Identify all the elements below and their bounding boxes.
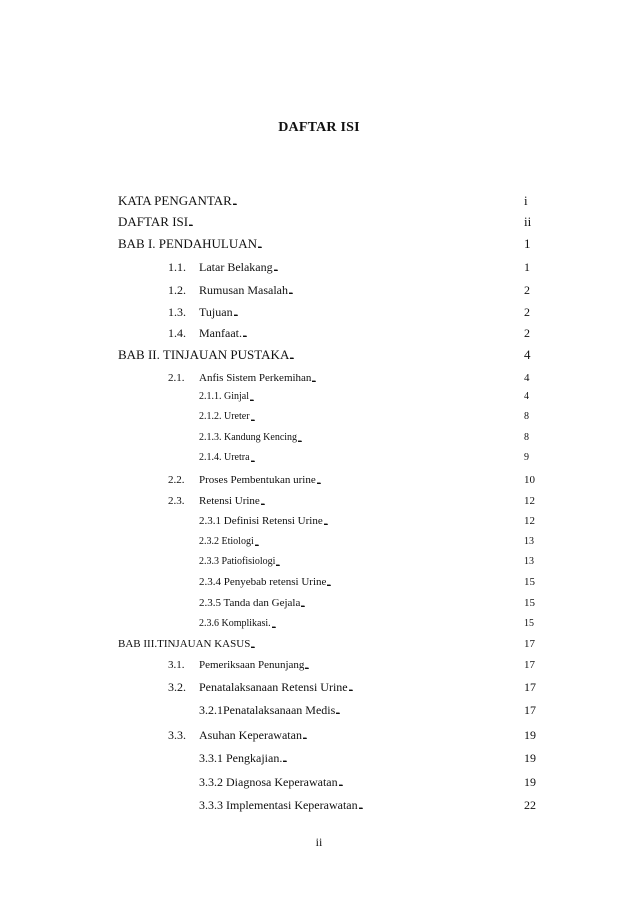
toc-entry-2-3-4[interactable]	[0, 572, 638, 592]
toc-entry-2-3-2[interactable]	[0, 532, 638, 552]
toc-entry-number: 2.2.	[168, 474, 185, 486]
toc-entry-page: 8	[524, 432, 529, 443]
toc-entry-kata-pengantar[interactable]	[0, 191, 638, 211]
toc-entry-page: 17	[524, 659, 535, 671]
toc-entry-page: 17	[524, 680, 536, 694]
toc-entry-number: 1.1.	[168, 260, 186, 274]
toc-entry-2-3-3[interactable]	[0, 552, 638, 572]
toc-entry-page: 17	[524, 638, 535, 650]
toc-entry-label: Proses Pembentukan urine	[199, 474, 316, 486]
toc-entry-label: Penatalaksanaan Retensi Urine	[199, 680, 348, 694]
toc-entry-page: 8	[524, 411, 529, 422]
toc-entry-2-3[interactable]	[0, 491, 638, 511]
toc-entry-3-2-1[interactable]	[0, 700, 638, 720]
toc-entry-label: 2.1.4. Uretra	[199, 452, 250, 463]
toc-entry-label: 2.3.5 Tanda dan Gejala	[199, 597, 301, 609]
toc-entry-page: i	[524, 193, 528, 208]
toc-entry-label: Rumusan Masalah	[199, 283, 288, 297]
toc-entry-label: Latar Belakang	[199, 260, 273, 274]
toc-entry-page: 4	[524, 372, 530, 384]
toc-entry-label: 2.3.2 Etiologi	[199, 536, 254, 547]
toc-entry-label: 3.3.2 Diagnosa Keperawatan	[199, 775, 338, 789]
toc-entry-page: 19	[524, 728, 536, 742]
toc-entry-2-3-6[interactable]	[0, 614, 638, 634]
toc-entry-2-3-1[interactable]	[0, 511, 638, 531]
toc-entry-label: BAB II. TINJAUAN PUSTAKA	[118, 347, 290, 362]
toc-entry-label: Tujuan	[199, 305, 233, 319]
toc-entry-page: ii	[524, 214, 532, 229]
toc-entry-page: 12	[524, 495, 535, 507]
toc-entry-label: DAFTAR ISI	[118, 214, 189, 229]
toc-entry-label: Asuhan Keperawatan	[199, 728, 302, 742]
toc-entry-3-3-2[interactable]	[0, 772, 638, 792]
toc-entry-page: 1	[524, 236, 531, 251]
toc-entry-2-3-5[interactable]	[0, 593, 638, 613]
toc-entry-2-1-1[interactable]	[0, 387, 638, 407]
toc-entry-daftar-isi[interactable]	[0, 212, 638, 232]
toc-entry-page: 2	[524, 283, 530, 297]
page-title: DAFTAR ISI	[278, 120, 360, 135]
toc-entry-number: 1.2.	[168, 283, 186, 297]
toc-entry-page: 22	[524, 798, 536, 812]
toc-entry-number: 3.1.	[168, 659, 185, 671]
toc-entry-label: 2.1.3. Kandung Kencing	[199, 432, 298, 443]
toc-entry-label: 2.3.6 Komplikasi.	[199, 618, 271, 629]
toc-entry-2-1-2[interactable]	[0, 407, 638, 427]
toc-entry-3-3-3[interactable]	[0, 795, 638, 815]
toc-entry-page: 12	[524, 515, 535, 527]
toc-entry-3-3[interactable]	[0, 725, 638, 745]
toc-entry-number: 3.3.	[168, 728, 186, 742]
toc-entry-label: 3.3.1 Pengkajian.	[199, 751, 283, 765]
toc-entry-bab-3[interactable]	[0, 634, 638, 654]
toc-entry-label: 2.3.4 Penyebab retensi Urine	[199, 576, 327, 588]
toc-entry-page: 19	[524, 775, 536, 789]
toc-entry-2-1-3[interactable]	[0, 428, 638, 448]
toc-entry-label: 2.3.1 Definisi Retensi Urine	[199, 515, 323, 527]
toc-entry-page: 13	[524, 556, 534, 567]
toc-entry-bab-2[interactable]	[0, 345, 638, 365]
toc-entry-label: 2.3.3 Patiofisiologi	[199, 556, 276, 567]
toc-entry-number: 2.1.	[168, 372, 185, 384]
toc-entry-label: Anfis Sistem Perkemihan	[199, 372, 312, 384]
toc-entry-label: Manfaat.	[199, 326, 242, 340]
toc-entry-3-1[interactable]	[0, 655, 638, 675]
toc-entry-number: 2.3.	[168, 495, 185, 507]
page-number-footer: ii	[315, 835, 323, 849]
toc-entry-page: 13	[524, 536, 534, 547]
toc-entry-label: 2.1.2. Ureter	[199, 411, 250, 422]
toc-entry-3-2[interactable]	[0, 677, 638, 697]
toc-entry-label: Pemeriksaan Penunjang	[199, 659, 305, 671]
toc-entry-page: 10	[524, 474, 535, 486]
toc-entry-bab-1[interactable]	[0, 234, 638, 254]
toc-entry-number: 1.3.	[168, 305, 186, 319]
toc-entry-page: 19	[524, 751, 536, 765]
toc-entry-page: 17	[524, 703, 536, 717]
toc-entry-page: 15	[524, 618, 534, 629]
toc-entry-page: 15	[524, 576, 535, 588]
toc-entry-label: BAB I. PENDAHULUAN	[118, 236, 258, 251]
toc-entry-page: 4	[524, 347, 531, 362]
toc-entry-label: 2.1.1. Ginjal	[199, 391, 249, 402]
toc-entry-page: 2	[524, 326, 530, 340]
toc-entry-page: 1	[524, 260, 530, 274]
toc-entry-page: 9	[524, 452, 529, 463]
toc-entry-label: Retensi Urine	[199, 495, 260, 507]
toc-entry-2-1-4[interactable]	[0, 448, 638, 468]
toc-entry-page: 15	[524, 597, 535, 609]
toc-entry-1-1[interactable]	[0, 257, 638, 277]
toc-entry-label: 3.3.3 Implementasi Keperawatan	[199, 798, 358, 812]
toc-entry-2-2[interactable]	[0, 470, 638, 490]
toc-entry-label: 3.2.1Penatalaksanaan Medis	[199, 703, 336, 717]
toc-entry-page: 4	[524, 391, 529, 402]
toc-entry-1-4[interactable]	[0, 323, 638, 343]
toc-entry-number: 1.4.	[168, 326, 186, 340]
toc-entry-2-1[interactable]	[0, 368, 638, 388]
toc-entry-page: 2	[524, 305, 530, 319]
toc-entry-1-2[interactable]	[0, 280, 638, 300]
toc-entry-1-3[interactable]	[0, 302, 638, 322]
toc-entry-label: KATA PENGANTAR	[118, 193, 232, 208]
toc-entry-number: 3.2.	[168, 680, 186, 694]
toc-entry-label: BAB III.TINJAUAN KASUS	[118, 638, 251, 650]
toc-entry-3-3-1[interactable]	[0, 748, 638, 768]
